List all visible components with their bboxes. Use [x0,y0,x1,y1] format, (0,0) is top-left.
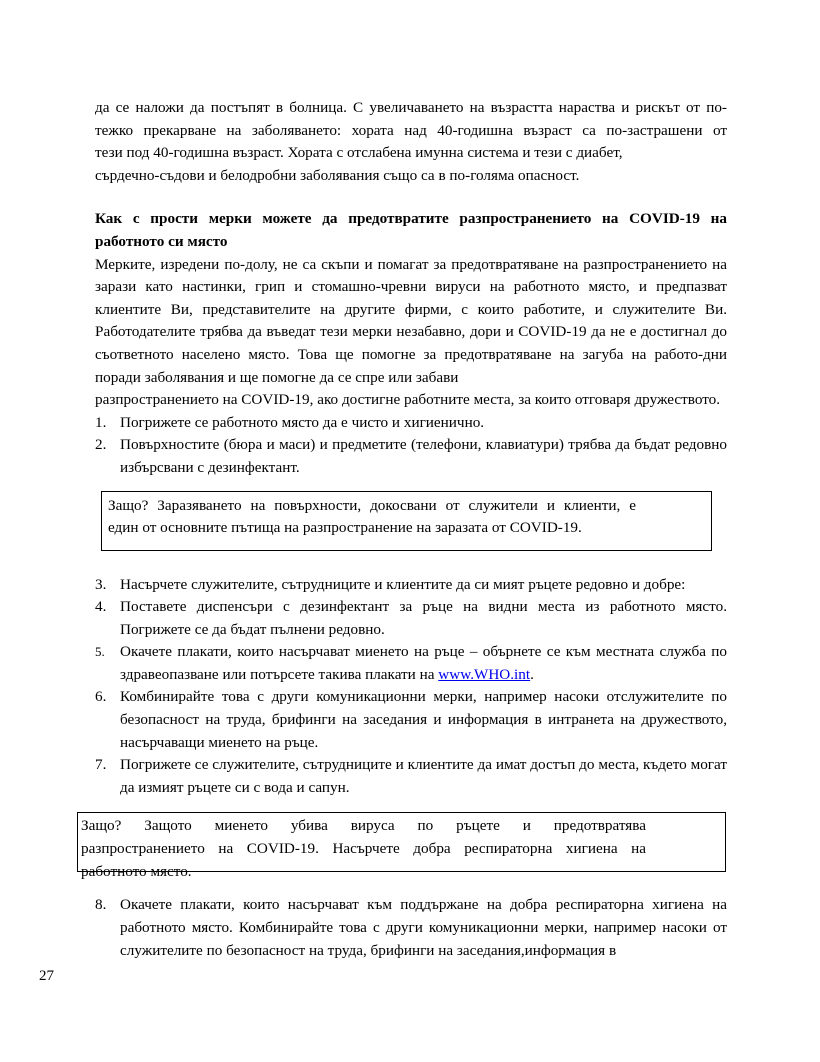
intro-paragraph [95,97,727,187]
document-page [81,97,727,962]
callout-line: един от основните пътища на разпространение на заразата от COVID-19. [108,519,582,537]
list-item-text: Комбинирайте това с други комуникационни мерки, например насоки отслужителите по безопасност на труда, брифинги на заседания и информация в интранета на дружеството, насърчаващи миенето на ръце. [120,688,727,751]
measures-list-2 [95,574,727,800]
body-paragraph [95,254,727,412]
callout-line: Защо? Защото миенето убива вируса по ръцете и предотвратява [81,817,646,835]
list-item-number: 5. [95,644,105,660]
why-callout-box [101,491,712,551]
list-item-text: Повърхностите (бюра и маси) и предметите (телефони, клавиатури) трябва да бъдат редовно избърсвани с дезинфектант. [120,436,727,476]
list-item [95,434,727,479]
list-item-number: 6. [95,688,107,706]
list-item [95,574,727,597]
list-item-text: Насърчете служителите, сътрудниците и клиентите да си мият ръцете редовно и добре: [120,575,686,593]
list-item-number: 4. [95,598,107,616]
list-item-number: 8. [95,896,107,914]
body-paragraph-part: разпространението на COVID-19, ако достигне работните места, за които отговаря дружеството. [95,391,721,409]
list-item [95,754,727,799]
list-item-text-end: . [530,665,534,683]
list-item-number: 2. [95,436,107,454]
intro-line: сърдечно-съдови и белодробни заболявания също са в по-голяма опасност. [95,166,580,184]
list-item-text: Погрижете се работното място да е чисто и хигиенично. [120,413,485,431]
list-item [95,894,727,962]
list-item-text: Погрижете се служителите, сътрудниците и клиентите да имат достъп до места, където могат да измият ръцете си с вода и сапун. [120,756,727,796]
list-item-number: 1. [95,413,107,431]
callout-line: работното място. [81,862,192,880]
list-item-number: 3. [95,575,107,593]
list-item-text: Окачете плакати, които насърчават към поддържане на добра респираторна хигиена на работното място. Комбинирайте това с други комуникационни мерки, например насоки от служителите по безопасност на труда, брифинги на заседания,информация в [120,896,727,959]
list-item-number: 7. [95,756,107,774]
callout-line: Защо? Заразяването на повърхности, докосвани от служители и клиенти, е [108,496,636,514]
intro-line: тежко прекарване на заболяването: хората над 40-годишна възраст са по-застрашени от [95,121,727,139]
page-number: 27 [39,968,54,984]
measures-list-3 [95,894,727,962]
callout-line: разпространението на COVID-19. Насърчете добра респираторна хигиена на [81,840,646,858]
list-item [95,412,727,435]
list-item-text: Поставете диспенсъри с дезинфектант за ръце на видни места из работното място. Погрижете се да бъдат пълнени редовно. [120,598,727,638]
body-paragraph-part: Мерките, изредени по-долу, не са скъпи и помагат за предотвратяване на разпространението на зарази като настинки, грип и стомашно-чревни вируси на работното място, и предпазват клиентите Ви, представителите на другите фирми, с които работите, и служителите Ви. Работодателите трябва да въведат тези мерки незабавно, дори и COVID-19 да не е достигнал до съответното населено място. Това ще помогне за предотвратяване на загуба на работо-дни поради заболявания и ще помогне да се спре или забави [95,255,727,386]
list-item-text: Окачете плакати, които насърчават миенето на ръце – обърнете се към местната служба по здравеопазване или потърсете такива плакати на [120,643,727,683]
intro-line: да се наложи да постъпят в болница. С увеличаването на възрастта нараства и рискът от по- [95,99,727,116]
intro-line: тези под 40-годишна възраст. Хората с отслабена имунна система и тези с диабет, [95,144,623,162]
list-item [95,641,727,686]
list-item [95,686,727,754]
section-heading: Как с прости мерки можете да предотвратите разпространението на COVID-19 на работното си място [95,210,727,250]
measures-list-1 [95,412,727,480]
why-callout-box [77,812,726,880]
who-link[interactable]: www.WHO.int [438,665,531,683]
list-item [95,596,727,641]
